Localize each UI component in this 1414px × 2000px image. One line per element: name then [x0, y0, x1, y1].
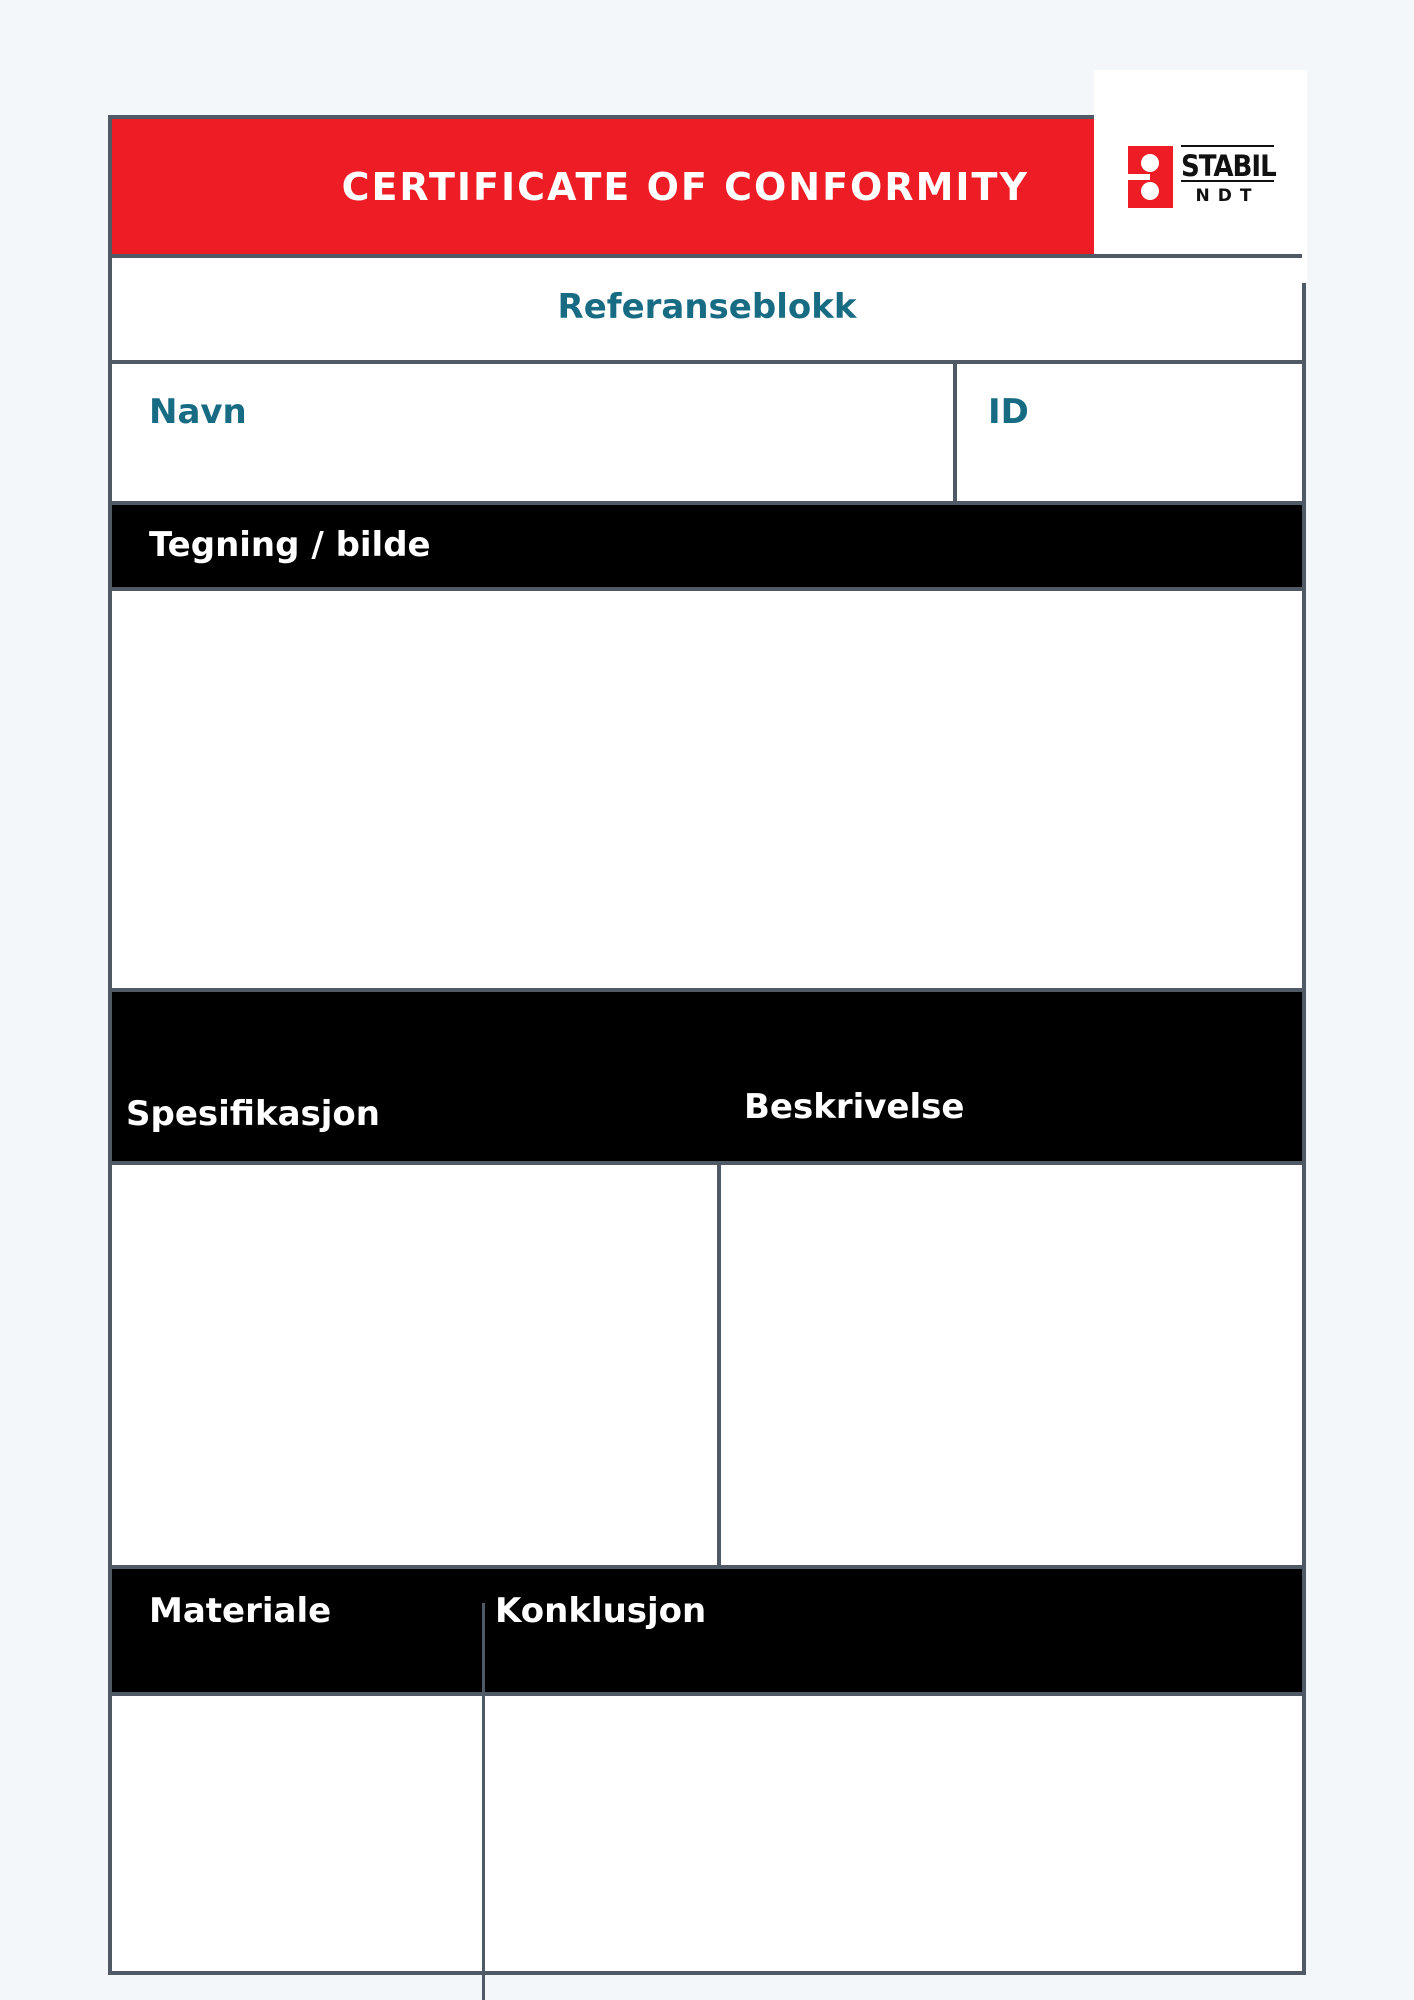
material-conclusion-header	[112, 1569, 1302, 1693]
description-area	[721, 1165, 1302, 1568]
id-label: ID	[988, 392, 1029, 432]
drawing-label: Tegning / bilde	[149, 525, 431, 565]
certificate-title: CERTIFICATE OF CONFORMITY	[341, 164, 1029, 209]
conclusion-label: Konklusjon	[495, 1591, 707, 1631]
divider	[112, 254, 1302, 258]
column-divider	[953, 364, 957, 501]
spec-description-header	[112, 992, 1302, 1161]
brand-name-bottom: NDT	[1195, 186, 1260, 206]
material-label: Materiale	[149, 1591, 332, 1631]
divider	[112, 360, 1302, 364]
specification-label: Spesifikasjon	[126, 1094, 380, 1134]
specification-area	[112, 1165, 717, 1568]
drawing-area	[112, 591, 1302, 988]
name-label: Navn	[149, 392, 247, 432]
drawing-section-header	[112, 505, 1302, 588]
logo	[1094, 70, 1307, 283]
conclusion-area	[485, 1696, 1302, 1971]
description-label: Beskrivelse	[744, 1087, 965, 1127]
material-area	[112, 1696, 482, 1971]
title-banner	[112, 119, 1094, 254]
brand-name-top: STABIL	[1181, 149, 1276, 183]
reference-block-title: Referanseblokk	[557, 287, 857, 327]
